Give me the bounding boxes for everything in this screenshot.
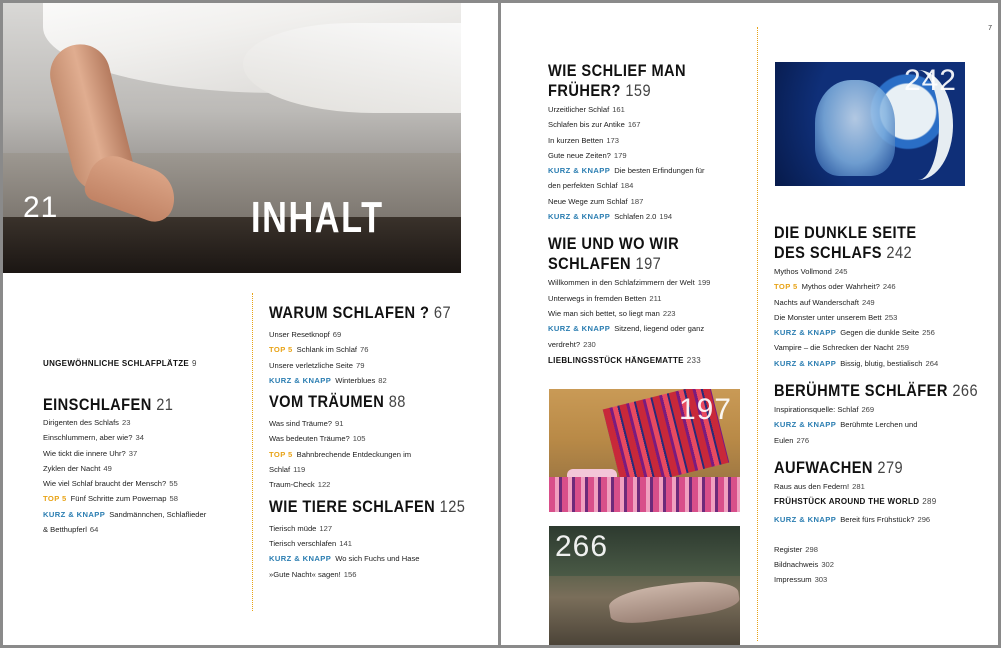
toc-entry-text: Inspirationsquelle: Schlaf <box>774 405 859 415</box>
toc-section-title: WIE SCHLIEF MAN <box>548 61 687 80</box>
toc-heading-text: UNGEWÖHNLICHE SCHLAFPLÄTZE <box>43 359 190 368</box>
top5-tag: TOP 5 <box>43 494 67 504</box>
toc-entry[interactable] <box>548 194 710 209</box>
toc-section-heading[interactable] <box>548 61 688 101</box>
toc-entry[interactable] <box>774 325 998 340</box>
toc-entry-list <box>43 415 206 537</box>
toc-entry-list <box>548 275 710 351</box>
toc-entry-list <box>269 521 497 582</box>
toc-entry-page: 179 <box>613 150 627 160</box>
toc-entry-page: 281 <box>852 481 865 491</box>
toc-page-number: 9 <box>192 359 197 368</box>
toc-entry-page: 253 <box>884 312 898 322</box>
toc-entry-text: Schlaf <box>269 465 291 475</box>
toc-entry-page: 37 <box>128 448 138 458</box>
moon-figure-shape <box>815 80 895 176</box>
toc-entry-page: 246 <box>882 282 896 292</box>
toc-entry[interactable] <box>548 275 710 290</box>
toc-entry-text: Bildnachweis <box>774 559 819 569</box>
toc-entry[interactable] <box>774 479 998 494</box>
toc-entry-page: 55 <box>169 479 178 489</box>
toc-entry-text: Winterblues <box>335 375 376 385</box>
toc-column-1 <box>43 357 206 537</box>
toc-section-list <box>548 61 710 352</box>
toc-entry-page: 49 <box>103 463 112 473</box>
toc-entry[interactable] <box>269 447 497 462</box>
toc-entry-page: 91 <box>335 419 344 429</box>
hammock-photo <box>549 389 740 512</box>
right-page <box>501 3 998 645</box>
toc-entry-page: 64 <box>89 525 99 535</box>
toc-entry-text: Sitzend, liegend oder ganz <box>614 324 705 334</box>
toc-section-heading[interactable] <box>269 497 465 517</box>
toc-entry-text: Die besten Erfindungen für <box>614 166 705 176</box>
toc-section-heading[interactable] <box>548 234 688 274</box>
mattress-edge-shape <box>3 217 461 273</box>
toc-entry[interactable] <box>774 264 998 279</box>
page-title: INHALT <box>251 193 384 242</box>
toc-entry-page: 105 <box>352 434 366 444</box>
left-page <box>3 3 498 645</box>
toc-entry[interactable] <box>43 491 206 506</box>
toc-entry[interactable] <box>269 477 497 492</box>
toc-entry[interactable] <box>774 402 998 417</box>
toc-entry-page: 79 <box>356 360 365 370</box>
toc-entry-text: Zyklen der Nacht <box>43 463 101 473</box>
toc-small-heading[interactable] <box>774 495 998 509</box>
toc-entry-page: 230 <box>583 339 596 349</box>
kurz-knapp-tag: KURZ & KNAPP <box>774 420 837 430</box>
toc-entry-text: Fünf Schritte zum Powernap <box>70 494 167 504</box>
toc-entry[interactable] <box>269 373 497 388</box>
toc-entry[interactable] <box>269 462 497 477</box>
toc-entry[interactable] <box>269 342 497 357</box>
toc-entry[interactable] <box>548 163 710 178</box>
toc-section-page: 197 <box>635 254 662 274</box>
toc-entry-text: den perfekten Schlaf <box>548 181 618 191</box>
toc-column-3 <box>548 61 710 368</box>
moon-illustration <box>775 62 965 186</box>
toc-entry[interactable] <box>774 512 998 527</box>
toc-section <box>774 381 998 448</box>
toc-section-title: WIE TIERE SCHLAFEN <box>269 496 436 516</box>
toc-entry-text: Berühmte Lerchen und <box>840 420 918 430</box>
toc-entry-page: 276 <box>796 435 810 445</box>
toc-section-title: SCHLAFEN <box>548 254 632 274</box>
sleeper-figure-shape <box>607 575 740 627</box>
toc-entry-page: 259 <box>896 343 909 353</box>
hero-photo <box>3 3 461 273</box>
toc-entry-page: 211 <box>649 293 662 303</box>
top5-tag: TOP 5 <box>774 282 798 292</box>
toc-entry-page: 76 <box>360 345 369 355</box>
toc-entry-page: 264 <box>925 358 939 368</box>
toc-entry-text: Raus aus den Federn! <box>774 481 850 491</box>
toc-entry-text: »Gute Nacht« sagen! <box>269 569 341 579</box>
toc-heading-text: LIEBLINGSSTÜCK HÄNGEMATTE <box>548 355 684 365</box>
toc-entry-text: Traum-Check <box>269 480 315 490</box>
toc-section-page: 242 <box>886 243 913 262</box>
photo-page-number: 266 <box>555 530 609 563</box>
toc-entry[interactable] <box>269 551 497 566</box>
toc-section-list <box>774 223 998 494</box>
toc-section-page: 21 <box>156 395 174 414</box>
toc-entry-text: Einschlummern, aber wie? <box>43 433 133 443</box>
toc-section-page: 88 <box>388 392 406 412</box>
toc-entry-page: 303 <box>814 575 828 585</box>
toc-section-title: FRÜHER? <box>548 81 621 100</box>
toc-entry-text: Urzeitlicher Schlaf <box>548 105 610 114</box>
toc-entry-text: Wo sich Fuchs und Hase <box>335 554 420 564</box>
toc-entry-text: Nachts auf Wanderschaft <box>774 297 859 307</box>
toc-entry[interactable] <box>548 117 710 132</box>
toc-entry-page: 194 <box>659 212 673 222</box>
toc-entry-page: 302 <box>821 559 834 569</box>
toc-entry[interactable] <box>269 521 497 536</box>
toc-section-title <box>774 458 978 478</box>
toc-entry-text: Register <box>774 544 803 554</box>
toc-section-title: DIE DUNKLE SEITE <box>774 223 917 242</box>
top5-tag: TOP 5 <box>269 345 293 355</box>
toc-section-title: WARUM SCHLAFEN ? <box>269 303 430 322</box>
toc-entry-page: 69 <box>332 330 342 339</box>
toc-entry[interactable] <box>774 572 998 587</box>
toc-section-title: DES SCHLAFS <box>774 243 882 262</box>
toc-entry-page: 127 <box>319 523 333 533</box>
toc-entry-text: Bahnbrechende Entdeckungen im <box>296 449 412 459</box>
toc-section <box>548 61 710 224</box>
toc-section-page: 279 <box>877 457 904 477</box>
kurz-knapp-tag: KURZ & KNAPP <box>774 358 837 368</box>
toc-section <box>774 458 998 494</box>
top5-tag: TOP 5 <box>269 449 293 459</box>
toc-entry[interactable] <box>269 327 497 342</box>
toc-section-title: AUFWACHEN <box>774 457 873 477</box>
toc-entry[interactable] <box>43 522 206 537</box>
toc-entry[interactable] <box>774 279 998 294</box>
kurz-knapp-tag: KURZ & KNAPP <box>774 515 837 525</box>
toc-section <box>269 392 497 492</box>
toc-entry-page: 141 <box>339 538 352 548</box>
toc-section-page: 159 <box>625 81 652 100</box>
toc-entry[interactable] <box>548 178 710 193</box>
toc-section <box>548 234 710 351</box>
toc-entry-text: Tierisch verschlafen <box>269 538 337 548</box>
photo-page-number: 242 <box>903 64 957 97</box>
toc-entry-page: 256 <box>922 328 935 338</box>
toc-section <box>269 303 497 388</box>
toc-entry-page: 269 <box>861 405 875 415</box>
toc-entry[interactable] <box>548 102 710 117</box>
toc-entry-page: 199 <box>697 278 711 288</box>
toc-entry-text: Vampire – die Schrecken der Nacht <box>774 343 894 353</box>
duvet-fold-shape <box>243 23 461 113</box>
toc-entry-text: Wie viel Schlaf braucht der Mensch? <box>43 479 167 489</box>
toc-entry-text: Bereit fürs Frühstück? <box>840 515 915 525</box>
toc-entry[interactable] <box>548 291 710 306</box>
toc-entry-text: Mythos oder Wahrheit? <box>801 282 880 292</box>
toc-section-heading[interactable] <box>774 381 978 401</box>
toc-entry[interactable] <box>548 209 710 224</box>
toc-section-heading[interactable] <box>269 303 465 323</box>
toc-heading-text: FRÜHSTÜCK AROUND THE WORLD <box>774 497 920 507</box>
toc-section-list <box>269 303 497 582</box>
toc-entry[interactable] <box>43 476 206 491</box>
toc-entry-page: 119 <box>293 465 306 475</box>
toc-entry[interactable] <box>548 306 710 321</box>
toc-entry-text: Impressum <box>774 575 812 585</box>
toc-small-heading[interactable] <box>43 357 206 371</box>
photo-page-number: 197 <box>678 393 732 426</box>
toc-entry-text: Gute neue Zeiten? <box>548 150 611 160</box>
toc-entry-text: Tierisch müde <box>269 523 317 533</box>
toc-entry[interactable] <box>774 340 998 355</box>
toc-entry-text: Wie tickt die innere Uhr? <box>43 448 126 458</box>
toc-entry-text: Unterwegs in fremden Betten <box>548 293 647 303</box>
toc-entry-text: Eulen <box>774 435 794 445</box>
toc-section-heading[interactable] <box>43 395 183 415</box>
toc-section-title: VOM TRÄUMEN <box>269 392 385 412</box>
toc-entry[interactable] <box>43 446 206 461</box>
toc-entry[interactable] <box>548 148 710 163</box>
toc-entry-text: Wie man sich bettet, so liegt man <box>548 308 660 318</box>
toc-entry-list <box>774 264 998 371</box>
toc-entry-text: verdreht? <box>548 339 581 349</box>
toc-entry[interactable] <box>774 295 998 310</box>
toc-entry[interactable] <box>774 417 998 432</box>
toc-entry-text: Unsere verletzliche Seite <box>269 360 353 370</box>
toc-section-page: 125 <box>439 496 466 516</box>
toc-column-4 <box>774 223 998 587</box>
toc-entry-text: Willkommen in den Schlafzimmern der Welt <box>548 278 695 288</box>
toc-entry[interactable] <box>774 542 998 557</box>
kurz-knapp-tag: KURZ & KNAPP <box>548 212 611 222</box>
toc-entry-list <box>269 327 497 388</box>
column-divider <box>252 293 253 611</box>
toc-section-page: 266 <box>952 381 979 401</box>
toc-entry-text: Bissig, blutig, bestialisch <box>840 358 923 368</box>
toc-entry[interactable] <box>43 461 206 476</box>
toc-entry[interactable] <box>269 358 497 373</box>
toc-entry-page: 122 <box>317 480 331 490</box>
toc-entry[interactable] <box>548 337 710 352</box>
toc-section <box>774 223 998 371</box>
toc-entry-text: Schlafen bis zur Antike <box>548 120 625 130</box>
hero-page-number: 21 <box>23 191 59 224</box>
toc-entry[interactable] <box>774 433 998 448</box>
toc-entry-list <box>269 416 497 492</box>
kurz-knapp-tag: KURZ & KNAPP <box>774 328 837 338</box>
toc-entry[interactable] <box>774 310 998 325</box>
kurz-knapp-tag: KURZ & KNAPP <box>269 554 332 564</box>
toc-entry-list <box>774 479 998 494</box>
toc-section-page: 67 <box>433 303 452 322</box>
appendix-list <box>774 542 998 588</box>
toc-section-heading[interactable] <box>774 458 978 478</box>
toc-entry-text: Dirigenten des Schlafs <box>43 418 119 427</box>
toc-entry[interactable] <box>774 356 998 371</box>
toc-entry-page: 23 <box>121 418 131 427</box>
toc-entry-text: Sandmännchen, Schlaflieder <box>109 509 207 519</box>
toc-entry-page: 167 <box>627 120 641 130</box>
striped-bed-shape <box>549 477 740 512</box>
toc-entry[interactable] <box>43 507 206 522</box>
toc-entry-text: & Betthupferl <box>43 525 87 535</box>
kurz-knapp-tag: KURZ & KNAPP <box>548 166 611 176</box>
toc-entry[interactable] <box>548 321 710 336</box>
toc-entry[interactable] <box>269 536 497 551</box>
toc-entry-text: Schlank im Schlaf <box>296 345 358 355</box>
toc-section-heading[interactable] <box>774 223 978 263</box>
kurz-knapp-tag: KURZ & KNAPP <box>269 375 332 385</box>
toc-entry-page: 296 <box>917 515 931 525</box>
toc-section-title: BERÜHMTE SCHLÄFER <box>774 381 948 401</box>
toc-entry[interactable] <box>269 431 497 446</box>
toc-entry[interactable] <box>548 133 710 148</box>
toc-section-title <box>774 381 978 401</box>
toc-entry-page: 223 <box>662 308 676 318</box>
toc-entry-text: Unser Resetknopf <box>269 330 330 339</box>
toc-section-title: EINSCHLAFEN <box>43 395 152 414</box>
toc-entry[interactable] <box>774 557 998 572</box>
toc-entry-text: Gegen die dunkle Seite <box>840 328 920 338</box>
toc-entry-page: 161 <box>612 105 625 114</box>
toc-entry[interactable] <box>43 430 206 445</box>
kurz-knapp-tag: KURZ & KNAPP <box>548 324 611 334</box>
toc-section-heading[interactable] <box>269 392 465 412</box>
toc-small-heading[interactable] <box>548 354 710 368</box>
kurz-knapp-tag: KURZ & KNAPP <box>43 509 106 519</box>
toc-entry[interactable] <box>269 416 497 431</box>
toc-entry-page: 298 <box>805 544 818 554</box>
toc-entry-page: 245 <box>834 267 848 276</box>
toc-entry-page: 173 <box>606 135 619 145</box>
toc-entry-page: 156 <box>343 569 357 579</box>
toc-entry-text: Schlafen 2.0 <box>614 212 657 222</box>
toc-entry-list <box>548 102 710 224</box>
toc-entry-text: Mythos Vollmond <box>774 267 832 276</box>
toc-entry-page: 187 <box>630 196 644 206</box>
page-number-right: 7 <box>988 25 992 32</box>
column-divider <box>757 27 758 641</box>
toc-section-title: WIE UND WO WIR <box>548 234 680 254</box>
toc-entry-page: 58 <box>169 494 178 504</box>
toc-section <box>269 497 497 582</box>
toc-entry-page: 82 <box>378 375 387 385</box>
toc-entry-text: In kurzen Betten <box>548 135 604 145</box>
toc-column-2 <box>269 303 497 582</box>
toc-entry[interactable] <box>43 415 206 430</box>
toc-entry-text: Neue Wege zum Schlaf <box>548 196 628 206</box>
toc-entry-page: 34 <box>135 433 144 443</box>
toc-entry-text: Die Monster unter unserem Bett <box>774 312 882 322</box>
toc-entry-text: Was bedeuten Träume? <box>269 434 350 444</box>
toc-entry-text: Was sind Träume? <box>269 419 333 429</box>
toc-entry[interactable] <box>269 567 497 582</box>
toc-page-number: 289 <box>922 497 937 507</box>
toc-entry-page: 184 <box>620 181 634 191</box>
toc-page-number: 233 <box>686 355 702 365</box>
sleeping-painting <box>549 526 740 645</box>
toc-entry-page: 249 <box>861 297 875 307</box>
toc-entry-list <box>774 402 998 448</box>
